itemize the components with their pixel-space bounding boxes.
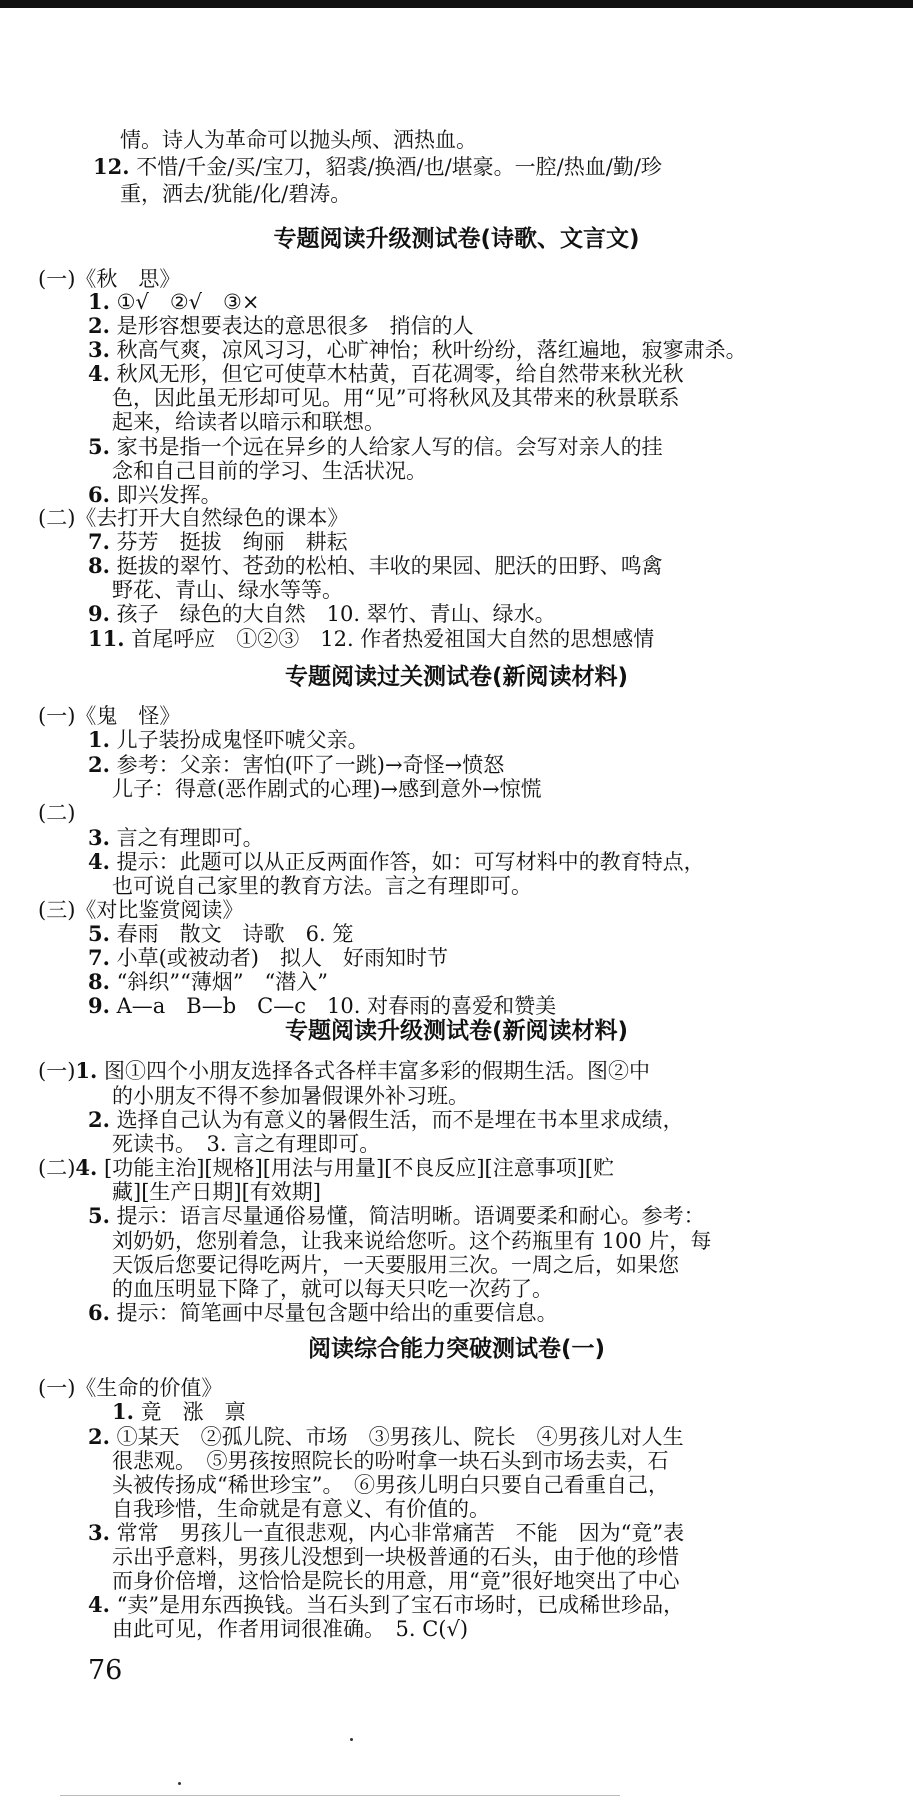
- answer-line: 5. 提示：语言尽量通俗易懂，简洁明晰。语调要柔和耐心。参考：: [88, 1203, 705, 1228]
- answer-line: 1. 儿子装扮成鬼怪吓唬父亲。: [88, 727, 369, 752]
- answer-line: 5. 家书是指一个远在异乡的人给家人写的信。会写对亲人的挂: [88, 434, 663, 459]
- answer-line: 也可说自己家里的教育方法。言之有理即可。: [112, 874, 532, 898]
- scan-speck: [350, 1738, 353, 1741]
- answer-line: 9. A—a B—b C—c 10. 对春雨的喜爱和赞美: [88, 993, 557, 1018]
- answer-line: (二)4. [功能主治][规格][用法与用量][不良反应][注意事项][贮: [38, 1155, 615, 1180]
- answer-line: 刘奶奶，您别着急，让我来说给您听。这个药瓶里有 100 片，每: [112, 1229, 712, 1253]
- answer-line: 12. 不惜/千金/买/宝刀，貂裘/换酒/也/堪豪。一腔/热血/勤/珍: [93, 154, 662, 179]
- answer-line: 3. 秋高气爽，凉风习习，心旷神怡；秋叶纷纷，落红遍地，寂寥肃杀。: [88, 337, 747, 362]
- subsection-heading: (二): [38, 801, 76, 825]
- answer-line: 由此可见，作者用词很准确。 5. C(√): [112, 1617, 469, 1641]
- answer-line: 2. ①某天 ②孤儿院、市场 ③男孩儿、院长 ④男孩儿对人生: [88, 1424, 684, 1449]
- answer-line: 2. 选择自己认为有意义的暑假生活，而不是埋在书本里求成绩，: [88, 1107, 684, 1132]
- answer-line: 死读书。 3. 言之有理即可。: [112, 1132, 381, 1156]
- answer-line: 3. 言之有理即可。: [88, 825, 264, 850]
- subsection-heading: (一)《鬼 怪》: [38, 704, 181, 728]
- section-title: 专题阅读过关测试卷(新阅读材料): [284, 664, 629, 690]
- answer-line: 示出乎意料，男孩儿没想到一块极普通的石头，由于他的珍惜: [112, 1545, 679, 1569]
- answer-line: 情。诗人为革命可以抛头颅、洒热血。: [120, 128, 477, 152]
- subsection-heading: (三)《对比鉴赏阅读》: [38, 898, 244, 922]
- answer-line: 6. 提示：简笔画中尽量包含题中给出的重要信息。: [88, 1300, 558, 1325]
- answer-line: 很悲观。 ⑤男孩按照院长的吩咐拿一块石头到市场去卖，石: [112, 1449, 669, 1473]
- answer-line: 7. 芬芳 挺拔 绚丽 耕耘: [88, 529, 348, 554]
- scan-edge-line: [60, 1795, 620, 1796]
- answer-line: 7. 小草(或被动者) 拟人 好雨知时节: [88, 945, 448, 970]
- answer-line: 头被传扬成“稀世珍宝”。 ⑥男孩儿明白只要自己看重自己，: [112, 1473, 669, 1497]
- subsection-heading: (二)《去打开大自然绿色的课本》: [38, 506, 349, 530]
- answer-line: 2. 是形容想要表达的意思很多 捎信的人: [88, 313, 474, 338]
- answer-line: 4. 秋风无形，但它可使草木枯黄，百花凋零，给自然带来秋光秋: [88, 361, 684, 386]
- answer-line: 4. “卖”是用东西换钱。当石头到了宝石市场时，已成稀世珍品，: [88, 1592, 685, 1617]
- answer-line: 8. “斜织”“薄烟” “潜入”: [88, 969, 329, 994]
- answer-line: 藏][生产日期][有效期]: [112, 1180, 321, 1204]
- answer-line: 4. 提示：此题可以从正反两面作答，如：可写材料中的教育特点，: [88, 849, 705, 874]
- answer-line: 5. 春雨 散文 诗歌 6. 笼: [88, 921, 354, 946]
- section-title: 专题阅读升级测试卷(诗歌、文言文): [273, 226, 640, 252]
- section-title: 专题阅读升级测试卷(新阅读材料): [284, 1018, 629, 1044]
- answer-line: 1. ①√ ②√ ③×: [88, 289, 260, 314]
- answer-line: 起来，给读者以暗示和联想。: [112, 410, 385, 434]
- answer-line: 8. 挺拔的翠竹、苍劲的松柏、丰收的果园、肥沃的田野、鸣禽: [88, 553, 663, 578]
- answer-line: 的小朋友不得不参加暑假课外补习班。: [112, 1084, 469, 1108]
- answer-line: 天饭后您要记得吃两片，一天要服用三次。一周之后，如果您: [112, 1253, 679, 1277]
- answer-line: 2. 参考：父亲：害怕(吓了一跳)→奇怪→愤怒: [88, 752, 505, 777]
- answer-line: 9. 孩子 绿色的大自然 10. 翠竹、青山、绿水。: [88, 601, 556, 626]
- answer-line: 野花、青山、绿水等等。: [112, 578, 343, 602]
- page-number: 76: [88, 1655, 123, 1686]
- answer-line: 念和自己目前的学习、生活状况。: [112, 459, 427, 483]
- subsection-heading: (一)《秋 思》: [38, 267, 181, 291]
- answer-line: 儿子：得意(恶作剧式的心理)→感到意外→惊慌: [112, 777, 542, 801]
- answer-line: 自我珍惜，生命就是有意义、有价值的。: [112, 1497, 490, 1521]
- answer-line: 1. 竟 涨 禀: [112, 1399, 246, 1424]
- answer-line: 色，因此虽无形却可见。用“见”可将秋风及其带来的秋景联系: [112, 386, 680, 410]
- section-title: 阅读综合能力突破测试卷(一): [307, 1336, 606, 1362]
- answer-line: 的血压明显下降了，就可以每天只吃一次药了。: [112, 1277, 553, 1301]
- answer-line: (一)1. 图①四个小朋友选择各式各样丰富多彩的假期生活。图②中: [38, 1058, 651, 1083]
- answer-line: 6. 即兴发挥。: [88, 482, 222, 507]
- subsection-heading: (一)《生命的价值》: [38, 1376, 223, 1400]
- answer-line: 11. 首尾呼应 ①②③ 12. 作者热爱祖国大自然的思想感情: [88, 626, 655, 651]
- answer-line: 重，洒去/犹能/化/碧涛。: [120, 182, 352, 206]
- answer-line: 而身价倍增，这恰恰是院长的用意，用“竟”很好地突出了中心: [112, 1569, 680, 1593]
- scan-speck: [178, 1782, 181, 1785]
- answer-line: 3. 常常 男孩儿一直很悲观，内心非常痛苦 不能 因为“竟”表: [88, 1520, 685, 1545]
